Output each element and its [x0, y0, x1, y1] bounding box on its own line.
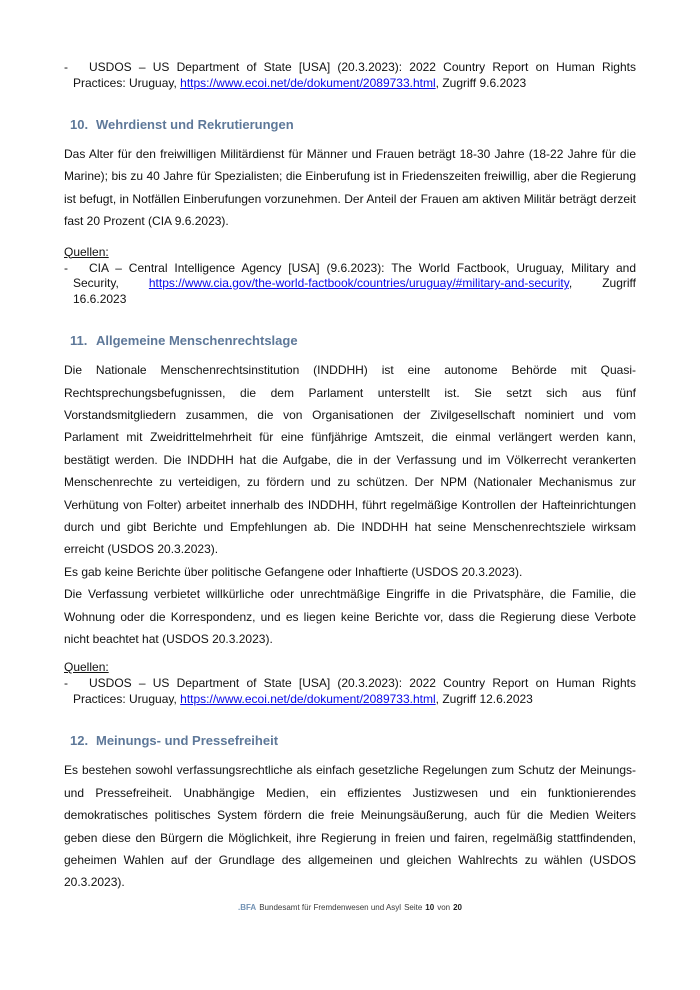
section-12-paragraph: Es bestehen sowohl verfassungsrechtliche als einfach gesetzliche Regelungen zum Schutz der Meinungs- und Pressefreiheit. Unabhängige Medien, ein effizientes Justizwesen und ein funktionierendes demokratisches politisches System fördern die freie Meinungsäußerung, auch für die Medien Weiters geben diese den Bürgern die Möglichkeit, ihre Regierung in freien und fairen, regelmäßig stattfindenden, geheimen Wahlen auf der Grundlage des allgemeinen und gleichen Wahlrechts zu wählen (USDOS 20.3.2023). — [64, 763, 636, 890]
section-heading-11 — [64, 331, 636, 351]
section-11-paragraph-2: Es gab keine Berichte über politische Gefangene oder Inhaftierte (USDOS 20.3.2023). — [64, 564, 523, 579]
footer-page-label: Seite — [404, 903, 423, 912]
footer-page-separator: von — [437, 903, 451, 912]
footer-page-current: 10 — [425, 903, 435, 912]
quellen-label-2: Quellen: — [64, 660, 109, 675]
source-link-cia[interactable]: https://www.cia.gov/the-world-factbook/countries/uruguay/#military-and-security — [148, 276, 569, 291]
section-number: 10. — [70, 117, 89, 132]
source-text-pre: USDOS – US Department of State [USA] (20.3.2023): 2022 Country Report on Human Rights Practices: Uruguay, — [73, 60, 636, 90]
section-heading-10 — [64, 115, 636, 135]
section-heading-12 — [64, 731, 636, 751]
source-text-pre: USDOS – US Department of State [USA] (20.3.2023): 2022 Country Report on Human Rights Practices: Uruguay, — [73, 676, 636, 706]
source-entry-cia — [64, 261, 636, 308]
footer-org-name: Bundesamt für Fremdenwesen und Asyl — [259, 903, 402, 912]
source-text-post: , Zugriff 9.6.2023 — [435, 75, 527, 90]
footer-page-total: 20 — [453, 903, 463, 912]
source-bullet: - — [64, 260, 68, 275]
section-number: 12. — [70, 733, 89, 749]
section-11-paragraph-1: Die Nationale Menschenrechtsinstitution (INDDHH) ist eine autonome Behörde mit Quasi-Rechtsprechungsbefugnissen, die dem Parlament unterstellt ist. Sie setzt sich aus fünf Vorstandsmitgliedern zusammen, die von Organisationen der Zivilgesellschaft nominiert und vom Parlament mit Zweidrittelmehrheit für eine fünfjährige Amtszeit, die einmal verlängert werden kann, bestätigt werden. Die INDDHH hat die Aufgabe, die in der Verfassung und im Völkerrecht verankerten Menschenrechte zu verteidigen, zu fördern und zu schützen. Der NPM (Nationaler Mechanismus zur Verhütung von Folter) arbeitet innerhalb des INDDHH, führt regelmäßige Kontrollen der Hafteinrichtungen durch und gibt Berichte und Empfehlungen ab. Die INDDHH hat seine Menschenrechtsziele wirksam erreicht (USDOS 20.3.2023). — [64, 363, 636, 557]
section-title: Allgemeine Menschenrechtslage — [96, 333, 298, 349]
section-title: Meinungs- und Pressefreiheit — [96, 733, 279, 749]
section-10-paragraph: Das Alter für den freiwilligen Militärdienst für Männer und Frauen beträgt 18-30 Jahre (18-22 Jahre für die Marine); bis zu 40 Jahre für Spezialisten; die Einberufung ist in Friedenszeiten freiwillig, aber die Regierung ist befugt, in Notfällen Einberufungen vorzunehmen. Der Anteil der Frauen am aktiven Militär beträgt derzeit fast 20 Prozent (CIA 9.6.2023). — [64, 147, 636, 229]
source-text-pre: CIA – Central Intelligence Agency [USA] (9.6.2023): The World Factbook, Uruguay, Military and Security, — [73, 260, 636, 291]
source-entry-usdos-2 — [64, 676, 636, 707]
source-bullet: - — [64, 60, 68, 74]
source-link-ecoi-2[interactable]: https://www.ecoi.net/de/dokument/2089733.html — [180, 691, 436, 706]
bfa-logo: .BFA — [237, 903, 257, 912]
source-link-ecoi[interactable]: https://www.ecoi.net/de/dokument/2089733.html — [180, 75, 436, 90]
page-footer — [0, 903, 700, 913]
section-title: Wehrdienst und Rekrutierungen — [96, 117, 294, 132]
source-entry-usdos-top — [64, 60, 636, 91]
source-text-post: , Zugriff 16.6.2023 — [73, 276, 636, 306]
section-11-paragraph-3: Die Verfassung verbietet willkürliche oder unrechtmäßige Eingriffe in die Privatsphäre, die Familie, die Wohnung oder die Korrespondenz, und es liegen keine Berichte vor, dass die Regierung diese Verbote nicht beachtet hat (USDOS 20.3.2023). — [64, 587, 636, 646]
quellen-label-1: Quellen: — [64, 244, 109, 259]
source-bullet: - — [64, 676, 68, 691]
source-text-post: , Zugriff 12.6.2023 — [435, 691, 533, 706]
section-number: 11. — [70, 333, 88, 349]
